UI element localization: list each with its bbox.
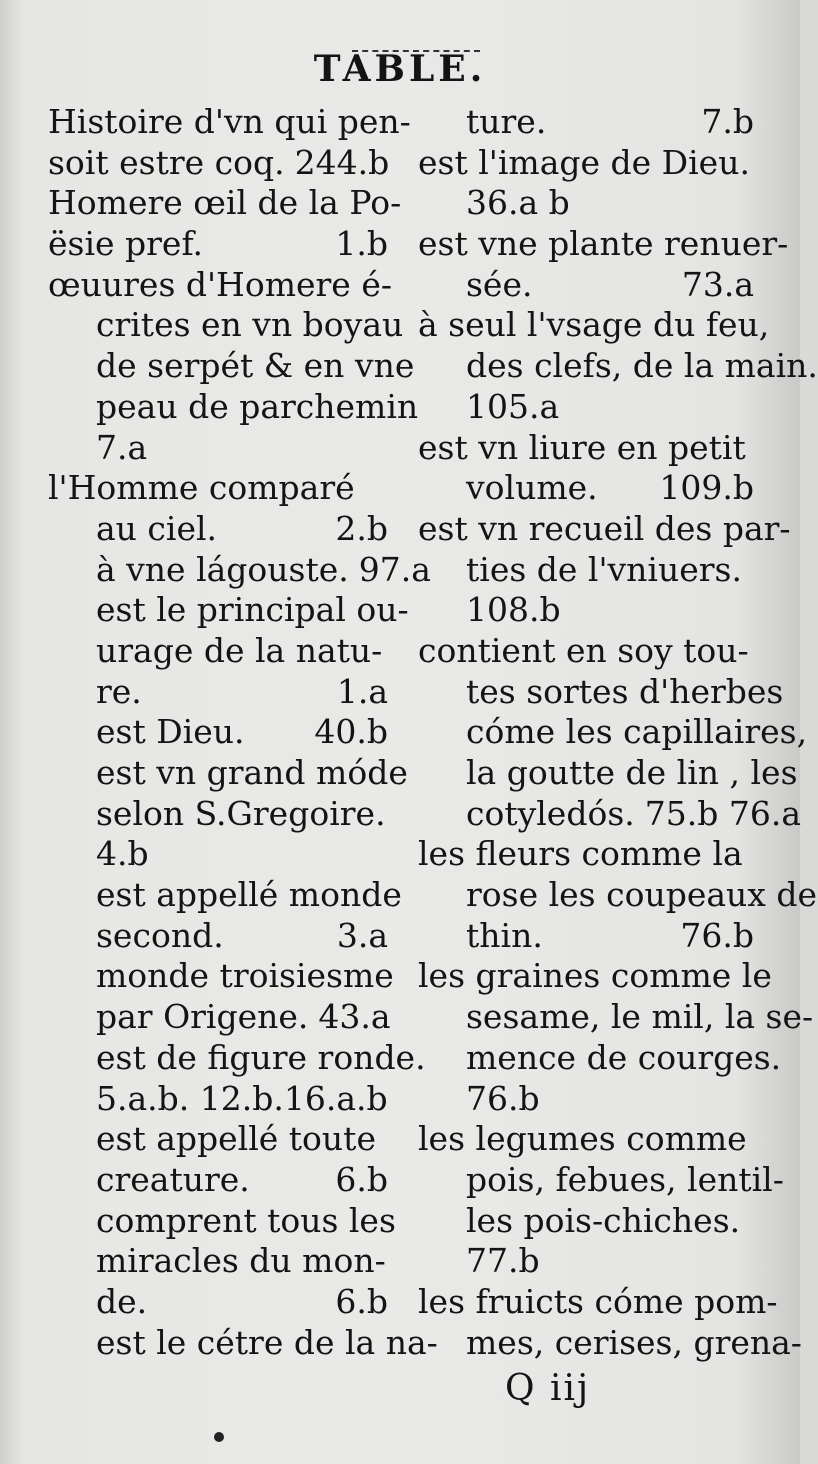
left-entry-line: [48, 468, 388, 509]
entry-text: contient en soy tou-: [418, 630, 749, 670]
entry-text: mes, cerises, grena-: [466, 1322, 802, 1362]
left-entry-line: [48, 1200, 396, 1242]
left-entry-line: [48, 672, 388, 713]
entry-text: crites en vn boyau: [96, 305, 404, 345]
entry-page-ref: 1.b: [335, 224, 388, 264]
right-entry-line: [418, 1079, 754, 1120]
entry-text: rose les coupeaux de: [466, 875, 818, 915]
entry-text: est le principal ou-: [96, 590, 409, 630]
left-entry-line: [48, 1119, 388, 1160]
entry-text: miracles du mon-: [96, 1241, 386, 1281]
entry-page-ref: 40.b: [314, 712, 388, 752]
right-entry-line: [418, 508, 791, 550]
right-entry-line: [418, 428, 754, 469]
right-entry-line: [418, 305, 770, 346]
entry-page-ref: 6.b: [335, 1159, 388, 1199]
right-entry-line: [418, 916, 754, 957]
right-entry-line: [418, 997, 814, 1038]
entry-page-ref: 244.b: [294, 142, 390, 182]
entry-text: les fruicts cóme pom-: [418, 1281, 778, 1321]
left-entry-line: [48, 509, 388, 550]
right-entry-line: [418, 834, 754, 875]
left-entry-line: [48, 1322, 438, 1364]
entry-text: cotyledós.: [466, 793, 635, 833]
entry-text: Histoire d'vn qui pen-: [48, 102, 411, 141]
entry-text: ësie pref.: [48, 224, 203, 264]
entry-text: comprent tous les: [96, 1200, 396, 1240]
entry-text: urage de la natu-: [96, 630, 383, 670]
right-entry-line: [418, 183, 754, 224]
left-entry-line: [48, 1282, 388, 1323]
left-entry-line: [48, 183, 402, 224]
entry-text: les pois-chiches.: [466, 1200, 741, 1240]
entry-text: soit estre coq.: [48, 142, 285, 182]
entry-text: l'Homme comparé: [48, 468, 355, 508]
right-entry-line: [418, 631, 754, 672]
left-entry-line: [48, 224, 388, 265]
right-entry-line: [418, 793, 802, 835]
left-entry-line: [48, 753, 408, 794]
left-entry-line: [48, 875, 402, 916]
left-entry-line: [48, 916, 388, 957]
right-entry-line: [418, 875, 818, 916]
entry-text: les fleurs comme la: [418, 834, 743, 874]
entry-text: est vne plante renuer-: [418, 224, 789, 264]
index-column-right: [418, 102, 818, 1363]
left-entry-line: [48, 386, 419, 428]
right-entry-line: [418, 753, 798, 794]
entry-text: de serpét & en vne: [96, 346, 415, 386]
entry-text: est Dieu.: [96, 712, 245, 752]
entry-text: est vn liure en petit: [418, 427, 746, 467]
left-entry-line: [48, 102, 411, 143]
entry-text: selon S.Gregoire.: [96, 793, 386, 833]
right-entry-line: [418, 1241, 754, 1282]
left-entry-line: [48, 1037, 426, 1079]
entry-text: 5.a.b. 12.b.16.a.b: [96, 1078, 388, 1118]
left-entry-line: [48, 712, 388, 753]
page-header-title: TABLE.: [313, 48, 487, 90]
left-entry-line: [48, 997, 391, 1038]
left-entry-line: [48, 956, 394, 997]
left-entry-line: [48, 143, 388, 184]
left-entry-line: [48, 264, 393, 306]
entry-text: des clefs, de la main.: [466, 346, 818, 386]
right-entry-line: [418, 468, 754, 509]
entry-text: creature.: [96, 1159, 250, 1199]
entry-text: est le cétre de la na-: [96, 1322, 438, 1362]
right-entry-line: [418, 1322, 802, 1364]
entry-text: sesame, le mil, la se-: [466, 997, 814, 1037]
entry-page-ref: 6.b: [335, 1281, 388, 1321]
right-entry-line: [418, 712, 808, 753]
right-entry-line: [418, 1119, 754, 1160]
right-entry-line: [418, 590, 754, 631]
right-entry-line: [418, 550, 754, 591]
entry-text: 105.a: [466, 386, 560, 426]
right-entry-line: [418, 265, 754, 306]
left-entry-line: [48, 1079, 388, 1120]
entry-text: 76.b: [466, 1078, 540, 1118]
right-entry-line: [418, 143, 754, 184]
right-entry-line: [418, 671, 784, 713]
entry-text: est vn recueil des par-: [418, 508, 791, 548]
entry-text: par Origene.: [96, 997, 309, 1037]
entry-page-ref: 75.b 76.a: [644, 793, 802, 833]
entry-text: sée.: [466, 264, 533, 304]
left-entry-line: [48, 305, 404, 346]
right-entry-line: [418, 956, 772, 997]
entry-text: 7.a: [96, 427, 148, 467]
entry-text: volume.: [466, 468, 598, 508]
entry-text: au ciel.: [96, 508, 218, 548]
left-entry-line: [48, 549, 431, 591]
entry-text: second.: [96, 915, 224, 955]
index-column-left: [48, 102, 438, 1363]
left-entry-line: [48, 1241, 388, 1282]
entry-text: cóme les capillaires,: [466, 712, 808, 752]
entry-text: tes sortes d'herbes: [466, 671, 784, 711]
entry-text: ties de l'vniuers.: [466, 549, 742, 589]
left-entry-line: [48, 631, 388, 672]
entry-text: œuures d'Homere é-: [48, 264, 393, 304]
entry-text: est appellé monde: [96, 875, 402, 915]
right-entry-line: [418, 102, 754, 143]
entry-text: Homere œil de la Po-: [48, 183, 402, 223]
left-entry-line: [48, 794, 388, 835]
entry-text: la goutte de lin , les: [466, 753, 798, 792]
entry-page-ref: 97.a: [358, 549, 431, 589]
entry-text: 4.b: [96, 834, 149, 874]
entry-text: de.: [96, 1281, 148, 1321]
left-entry-line: [48, 834, 388, 875]
entry-text: est de figure ronde.: [96, 1037, 426, 1077]
entry-text: 36.a b: [466, 183, 570, 223]
entry-text: pois, febues, lentil-: [466, 1159, 784, 1199]
entry-page-ref: 3.a: [336, 915, 388, 955]
right-entry-line: [418, 1281, 778, 1323]
entry-text: à vne lágouste.: [96, 549, 349, 589]
entry-page-ref: 76.b: [680, 915, 754, 955]
entry-page-ref: 43.a: [318, 997, 391, 1037]
entry-page-ref: 73.a: [681, 264, 754, 304]
entry-text: peau de parchemin: [96, 386, 419, 426]
left-entry-line: [48, 428, 388, 469]
entry-page-ref: 109.b: [659, 468, 754, 508]
right-entry-line: [418, 224, 789, 265]
entry-text: 77.b: [466, 1241, 540, 1281]
entry-text: thin.: [466, 915, 543, 955]
right-entry-line: [418, 387, 754, 428]
entry-page-ref: 2.b: [335, 508, 388, 548]
entry-page-ref: 1.a: [336, 671, 388, 711]
entry-text: 108.b: [466, 590, 561, 630]
entry-text: re.: [96, 671, 142, 711]
entry-text: est appellé toute: [96, 1119, 376, 1159]
right-entry-line: [418, 346, 818, 387]
ink-spot: [214, 1432, 224, 1442]
entry-text: les graines comme le: [418, 956, 772, 996]
left-entry-line: [48, 590, 409, 631]
entry-text: est vn grand móde: [96, 753, 408, 792]
entry-text: est l'image de Dieu.: [418, 142, 750, 182]
right-entry-line: [418, 1037, 782, 1079]
entry-text: les legumes comme: [418, 1119, 747, 1159]
signature-mark: Q iij: [505, 1368, 591, 1409]
entry-text: ture.: [466, 102, 547, 141]
left-entry-line: [48, 1160, 388, 1201]
right-entry-line: [418, 1201, 754, 1242]
left-entry-line: [48, 346, 415, 387]
entry-text: à seul l'vsage du feu,: [418, 305, 770, 345]
entry-text: mence de courges.: [466, 1037, 782, 1077]
right-entry-line: [418, 1159, 784, 1201]
entry-page-ref: 7.b: [701, 102, 754, 141]
entry-text: monde troisiesme: [96, 956, 394, 996]
